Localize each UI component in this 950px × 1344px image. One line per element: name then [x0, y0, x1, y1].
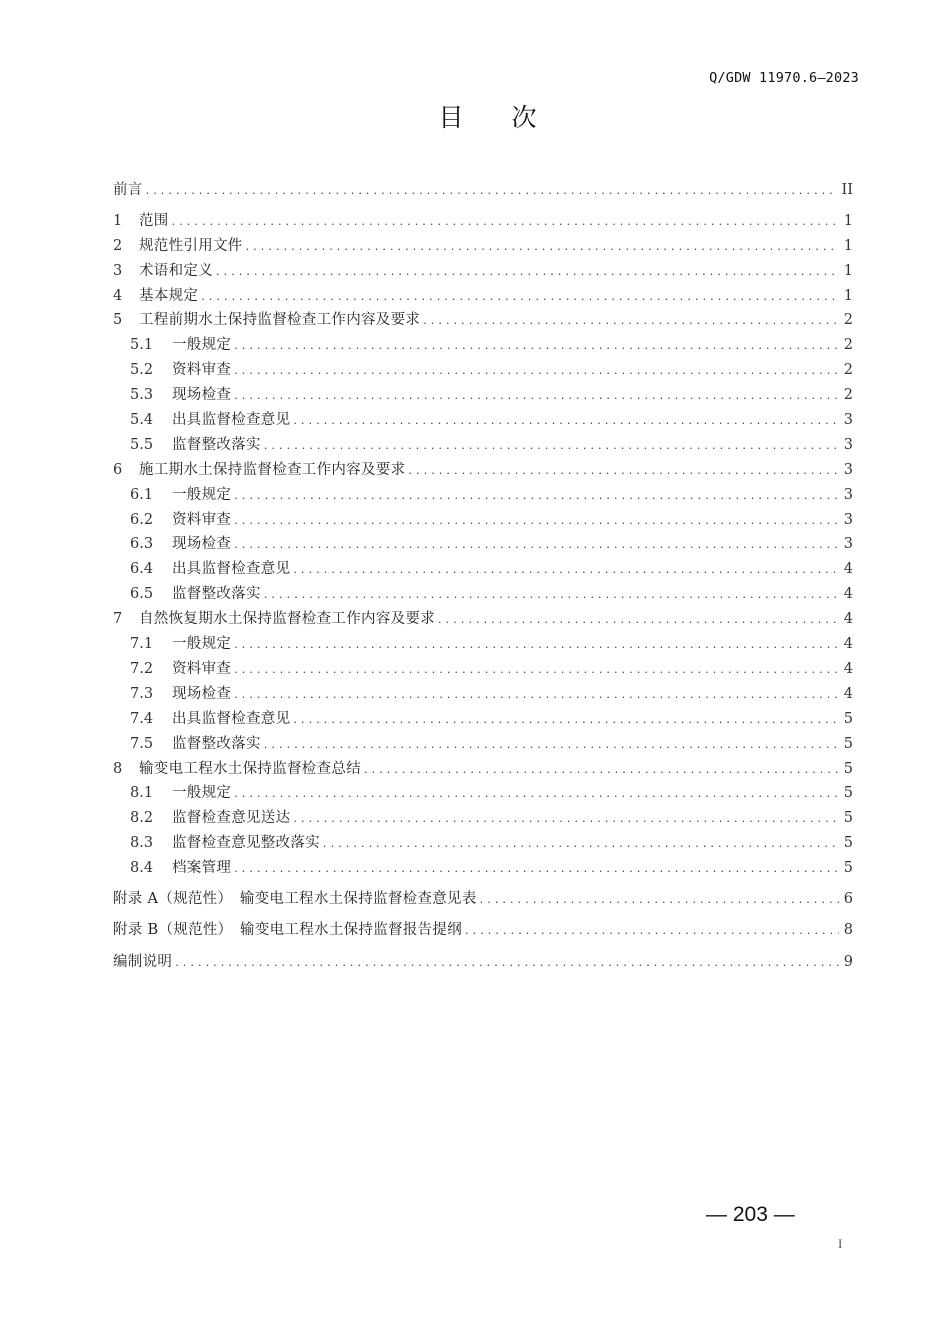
toc-entry-page: 3 [843, 462, 853, 478]
dot-leader [480, 890, 839, 910]
dot-leader [175, 953, 839, 973]
toc-entry-label: 监督整改落实 [172, 736, 261, 752]
toc-entry-label: 一般规定 [172, 337, 232, 353]
toc-entry-page: 5 [843, 835, 853, 851]
toc-entry-label: 附录 B（规范性） 输变电工程水土保持监督报告提纲 [113, 922, 463, 938]
toc-entry-page: 8 [843, 922, 853, 938]
toc-entry[interactable] [113, 261, 853, 281]
toc-entry-page: 5 [843, 711, 853, 727]
toc-entry[interactable] [113, 286, 853, 306]
toc-entry-label: 基本规定 [139, 288, 199, 304]
toc-entry[interactable] [130, 808, 853, 828]
dot-leader [264, 735, 839, 755]
dot-leader [264, 436, 839, 456]
toc-entry[interactable] [113, 759, 853, 779]
toc-entry[interactable] [130, 410, 853, 430]
toc-entry[interactable] [113, 889, 853, 909]
toc-entry-label: 自然恢复期水土保持监督检查工作内容及要求 [139, 611, 435, 627]
toc-entry[interactable] [130, 584, 853, 604]
dot-leader [423, 311, 839, 331]
title-char-1: 目 [438, 103, 464, 132]
toc-entry[interactable] [130, 858, 853, 878]
toc-entry-number: 6.1 [130, 487, 154, 503]
toc-entry-page: 3 [843, 487, 853, 503]
toc-entry-number: 5.4 [130, 412, 154, 428]
toc-entry[interactable] [130, 684, 853, 704]
toc-entry-page: 4 [843, 611, 853, 627]
toc-entry-page: 5 [843, 761, 853, 777]
toc-entry[interactable] [130, 559, 853, 579]
toc-entry-page: II [841, 182, 853, 198]
toc-entry-label: 资料审查 [172, 512, 232, 528]
toc-entry[interactable] [130, 833, 853, 853]
toc-entry-label: 监督整改落实 [172, 437, 261, 453]
toc-entry-label: 输变电工程水土保持监督检查总结 [139, 761, 361, 777]
dot-leader [201, 287, 839, 307]
toc-entry-page: 1 [843, 263, 853, 279]
toc-entry-label: 一般规定 [172, 636, 232, 652]
toc-entry-number: 3 [113, 263, 123, 279]
toc-entry-page: 4 [843, 561, 853, 577]
toc-entry-number: 8.1 [130, 785, 154, 801]
toc-entry[interactable] [113, 920, 853, 940]
dot-leader [246, 237, 839, 257]
toc-entry-number: 6.4 [130, 561, 154, 577]
toc-entry-page: 4 [843, 636, 853, 652]
toc-entry-number: 7 [113, 611, 123, 627]
toc-entry-label: 档案管理 [172, 860, 232, 876]
toc-entry-label: 监督检查意见整改落实 [172, 835, 320, 851]
toc-entry-page: 2 [843, 387, 853, 403]
toc-entry-number: 7.2 [130, 661, 154, 677]
toc-entry[interactable] [113, 952, 853, 972]
toc-entry-label: 工程前期水土保持监督检查工作内容及要求 [139, 312, 421, 328]
title-char-2: 次 [511, 103, 537, 132]
toc-entry-page: 6 [843, 891, 853, 907]
toc-entry-page: 1 [843, 213, 853, 229]
dot-leader [323, 834, 839, 854]
toc-entry-number: 8.2 [130, 810, 154, 826]
toc-entry-number: 5.3 [130, 387, 154, 403]
toc-entry-page: 5 [843, 860, 853, 876]
toc-entry-number: 8.4 [130, 860, 154, 876]
toc-entry-label: 监督整改落实 [172, 586, 261, 602]
toc-entry-page: 2 [843, 362, 853, 378]
dot-leader [293, 809, 839, 829]
toc-entry-number: 5.2 [130, 362, 154, 378]
toc-entry-label: 一般规定 [172, 487, 232, 503]
toc-entry-number: 6.3 [130, 536, 154, 552]
toc-entry-number: 1 [113, 213, 123, 229]
toc-entry-page: 4 [843, 586, 853, 602]
toc-entry-number: 7.3 [130, 686, 154, 702]
dot-leader [216, 262, 839, 282]
dot-leader [293, 710, 839, 730]
toc-entry[interactable] [130, 534, 853, 554]
toc-entry-number: 5 [113, 312, 123, 328]
dot-leader [234, 386, 839, 406]
dot-leader [234, 859, 839, 879]
toc-entry-page: 4 [843, 686, 853, 702]
dot-leader [408, 461, 839, 481]
toc-entry-page: 3 [843, 536, 853, 552]
toc-entry[interactable] [130, 360, 853, 380]
toc-entry-page: 3 [843, 412, 853, 428]
dot-leader [438, 610, 839, 630]
toc-entry-number: 8.3 [130, 835, 154, 851]
toc-entry[interactable] [113, 460, 853, 480]
toc-entry-label: 附录 A（规范性） 输变电工程水土保持监督检查意见表 [113, 891, 477, 907]
toc-entry-label: 出具监督检查意见 [172, 711, 291, 727]
toc-entry[interactable] [113, 236, 853, 256]
page-title [0, 98, 950, 134]
toc-entry-page: 5 [843, 736, 853, 752]
dot-leader [234, 635, 839, 655]
toc-entry-page: 9 [843, 954, 853, 970]
toc-entry[interactable] [130, 510, 853, 530]
dot-leader [293, 560, 839, 580]
dot-leader [364, 760, 839, 780]
toc-entry[interactable] [113, 609, 853, 629]
toc-entry[interactable] [130, 385, 853, 405]
toc-entry-page: 2 [843, 337, 853, 353]
toc-entry-number: 7.4 [130, 711, 154, 727]
toc-entry-label: 现场检查 [172, 686, 232, 702]
toc-entry-label: 出具监督检查意见 [172, 561, 291, 577]
toc-entry-number: 2 [113, 238, 123, 254]
dot-leader [234, 486, 839, 506]
toc-entry-label: 现场检查 [172, 387, 232, 403]
toc-entry-label: 施工期水土保持监督检查工作内容及要求 [139, 462, 406, 478]
toc-entry-number: 5.5 [130, 437, 154, 453]
toc-entry-page: 2 [843, 312, 853, 328]
toc-entry-number: 7.1 [130, 636, 154, 652]
toc-entry[interactable] [113, 310, 853, 330]
toc-entry-label: 出具监督检查意见 [172, 412, 291, 428]
toc-entry-page: 5 [843, 810, 853, 826]
dot-leader [465, 921, 839, 941]
toc-entry-number: 6.5 [130, 586, 154, 602]
toc-entry[interactable] [130, 634, 853, 654]
toc-entry-number: 6.2 [130, 512, 154, 528]
dot-leader [234, 685, 839, 705]
toc-entry-label: 监督检查意见送达 [172, 810, 291, 826]
toc-entry-label: 资料审查 [172, 362, 232, 378]
dot-leader [293, 411, 839, 431]
dot-leader [172, 212, 839, 232]
toc-entry-page: 1 [843, 288, 853, 304]
toc-entry[interactable] [130, 659, 853, 679]
toc-entry-number: 6 [113, 462, 123, 478]
dot-leader [264, 585, 839, 605]
page-number: — 203 — [706, 1203, 795, 1226]
toc-entry[interactable] [130, 435, 853, 455]
toc-entry-number: 7.5 [130, 736, 154, 752]
toc-entry[interactable] [130, 709, 853, 729]
toc-entry[interactable] [130, 485, 853, 505]
toc-entry[interactable] [113, 211, 853, 231]
dot-leader [234, 336, 839, 356]
toc-entry-label: 资料审查 [172, 661, 232, 677]
toc-entry-label: 前言 [113, 182, 143, 198]
toc-entry-page: 3 [843, 512, 853, 528]
roman-page-number: I [838, 1236, 843, 1251]
dot-leader [234, 535, 839, 555]
toc-entry-page: 3 [843, 437, 853, 453]
toc-entry-page: 1 [843, 238, 853, 254]
dot-leader [234, 784, 839, 804]
dot-leader [234, 660, 839, 680]
toc-entry[interactable] [130, 783, 853, 803]
toc-entry-page: 5 [843, 785, 853, 801]
toc-entry[interactable] [113, 180, 853, 200]
toc-entry-label: 规范性引用文件 [139, 238, 243, 254]
toc-entry-page: 4 [843, 661, 853, 677]
toc-entry-number: 8 [113, 761, 123, 777]
toc-entry-number: 4 [113, 288, 123, 304]
toc-entry[interactable] [130, 734, 853, 754]
dot-leader [234, 511, 839, 531]
dot-leader [146, 181, 838, 201]
toc-entry-label: 术语和定义 [139, 263, 213, 279]
toc-entry-label: 一般规定 [172, 785, 232, 801]
toc-entry-number: 5.1 [130, 337, 154, 353]
dot-leader [234, 361, 839, 381]
toc-entry-label: 范围 [139, 213, 169, 229]
toc-entry[interactable] [130, 335, 853, 355]
document-code: Q/GDW 11970.6—2023 [709, 70, 859, 86]
toc-entry-label: 现场检查 [172, 536, 232, 552]
toc-entry-label: 编制说明 [113, 954, 173, 970]
